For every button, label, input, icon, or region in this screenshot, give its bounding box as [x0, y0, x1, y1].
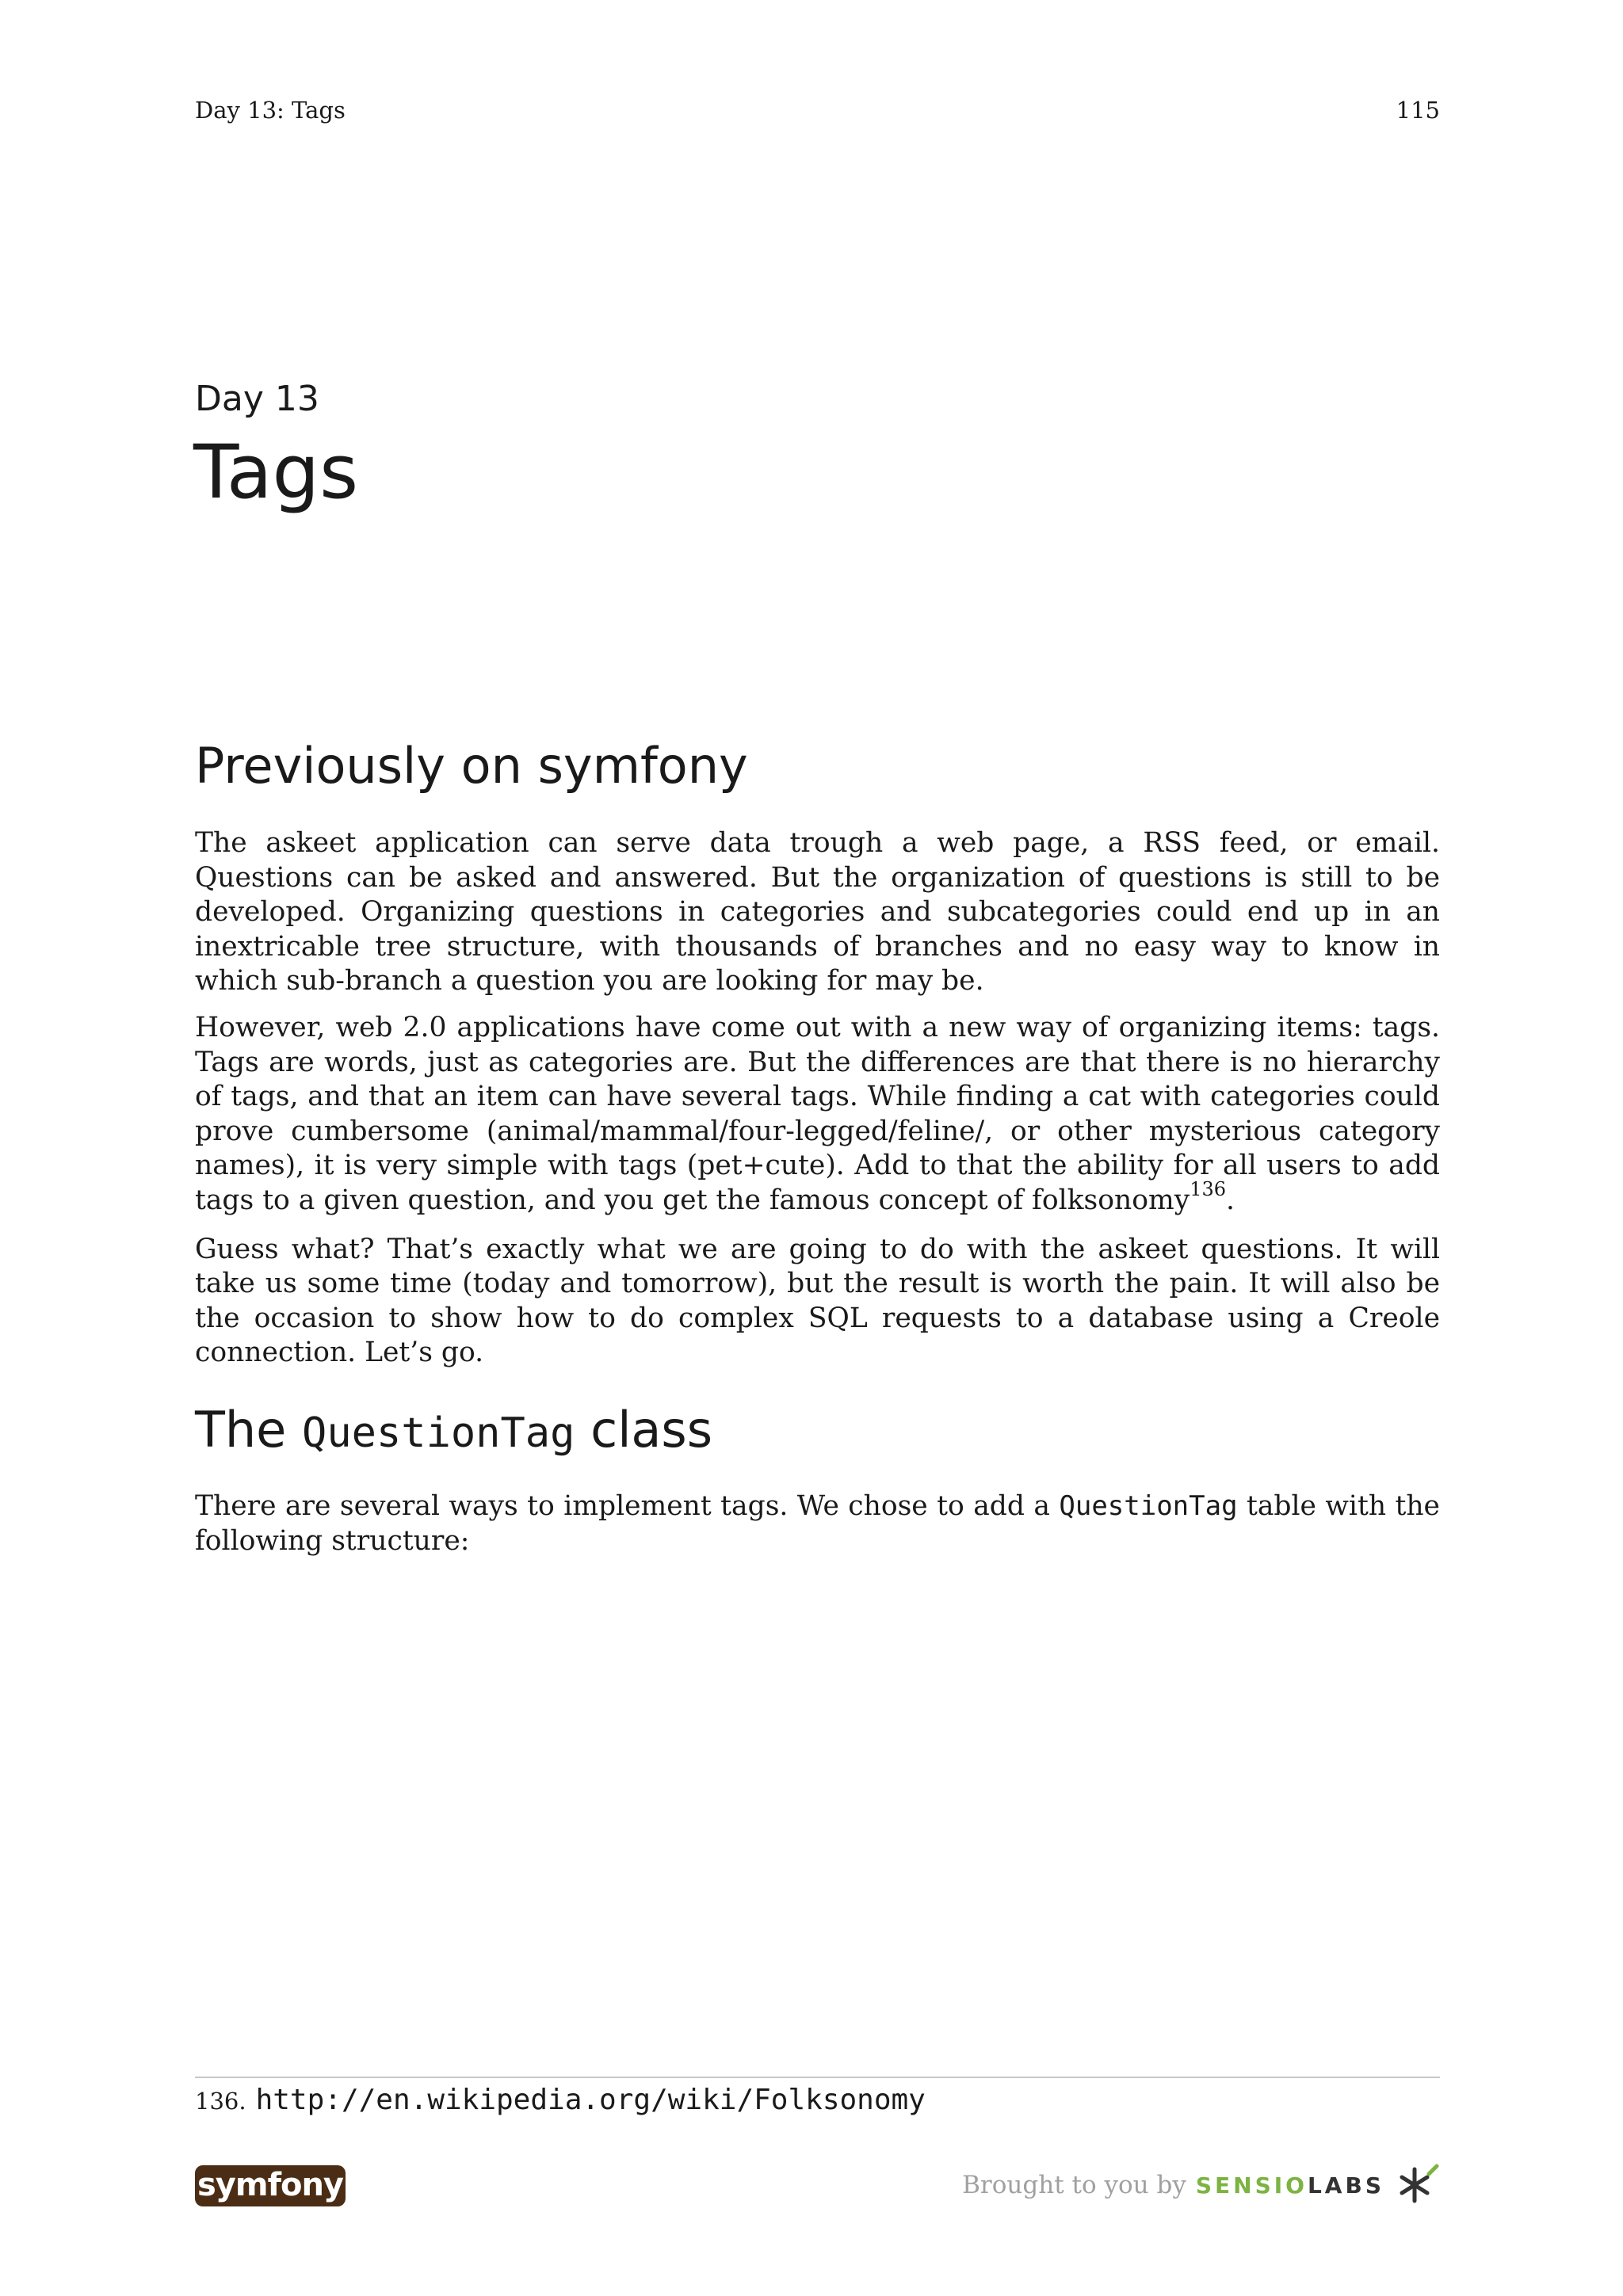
footnote-link[interactable]: http://en.wikipedia.org/wiki/Folksonomy: [255, 2084, 926, 2116]
heading-text: class: [575, 1401, 713, 1459]
brand-part-labs: LABS: [1307, 2172, 1384, 2199]
footnote-number: 136.: [195, 2088, 246, 2115]
inline-code: QuestionTag: [1059, 1490, 1238, 1522]
paragraph-text: table with the following structure:: [195, 1490, 1440, 1557]
sensiolabs-logo-text: [1196, 2172, 1384, 2199]
heading-text: The: [195, 1401, 303, 1459]
running-header: [195, 97, 1440, 128]
section-body-previously: [195, 826, 1440, 1371]
section-heading-previously: Previously on symfony: [195, 737, 748, 795]
running-header-title: Day 13: Tags: [195, 97, 346, 124]
paragraph: Guess what? That’s exactly what we are going to do with the askeet questions. It will take us some time (today and tomorrow), but the result is worth the pain. It will also be the occasion to show how to do complex SQL requests to a database using a Creole connection. Let’s go.: [195, 1233, 1440, 1369]
paragraph: [195, 1489, 1440, 1558]
heading-code: QuestionTag: [302, 1409, 575, 1457]
footnote: [195, 2084, 926, 2116]
footnote-reference[interactable]: 136: [1190, 1177, 1227, 1200]
page-number: 115: [1396, 97, 1440, 124]
paragraph: The askeet application can serve data trough a web page, a RSS feed, or email. Questions can be asked and answered. But the organization of questions is still to be developed. Organizing questions in categories and subcategories could end up in an inextricable tree structure, with thousands of branches and no easy way to know in which sub-branch a question you are looking for may be.: [195, 827, 1440, 997]
section-heading-questiontag: [195, 1401, 712, 1459]
brand-part-sensio: SENSIO: [1195, 2172, 1308, 2199]
chapter-title: Tags: [193, 429, 359, 516]
paragraph-text-end: .: [1226, 1184, 1235, 1216]
paragraph-text: However, web 2.0 applications have come out with a new way of organizing items: tags. Tags are words, just as categories are. But the differences are that there is no hierarchy of tags, and that an item can have several tags. While finding a cat with categories could prove cumbersome (animal/mammal/four-legged/feline/, or other mysterious category names), it is very simple with tags (pet+cute). Add to that the ability for all users to add tags to a given question, and you get the famous concept of folksonomy: [195, 1011, 1440, 1216]
footnote-divider: [195, 2077, 1440, 2078]
section-body-questiontag: [195, 1489, 1440, 1558]
sponsor-credit: [962, 2163, 1440, 2207]
paragraph: [195, 1011, 1440, 1221]
sensiolabs-mark-icon: [1396, 2163, 1440, 2207]
symfony-logo: symfony: [195, 2165, 346, 2206]
paragraph-text: There are several ways to implement tags. We chose to add a: [195, 1490, 1060, 1522]
brought-by-text: Brought to you by: [962, 2171, 1186, 2199]
chapter-label: Day 13: [195, 379, 319, 419]
